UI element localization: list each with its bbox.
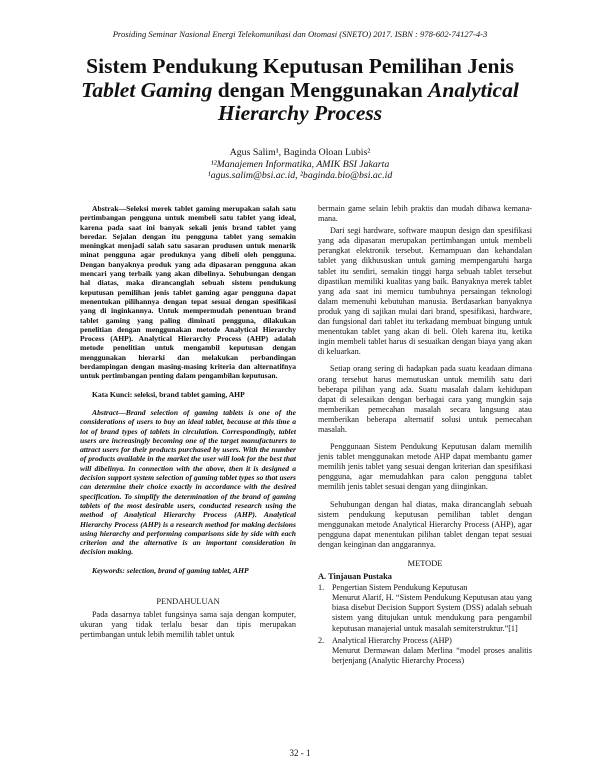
intro-paragraph-4: Penggunaan Sistem Pendukung Keputusan dalam memilih jenis tablet menggunakan metode AHP dapat membantu gamer memilih jenis tablet yang sesuai dengan kriterian dan spesifikasi pengguna, agar memudahkan para calon pengguna tablet memilih jenis tablet sesuai dengan yang diinginkan. xyxy=(318,442,532,492)
title-line-1: Sistem Pendukung Keputusan Pemilihan Jenis xyxy=(86,54,514,78)
title-italic-hierarchy-process: Hierarchy Process xyxy=(217,101,383,125)
intro-paragraph-3: Setiap orang sering di hadapkan pada suatu keadaan dimana orang tersebut harus memutuskan untuk memilih satu dari beberapa pilihan yang ada. Suatu masalah dalam kehidupan dapat di selesaikan dengan berbagai cara yang mungkin saja memberikan pemecahan masalah secara langsung atau memberikan beberapa alternatif solusi untuk pemecahan masalah. xyxy=(318,364,532,434)
list-item-number: 2. xyxy=(318,635,325,645)
author-block xyxy=(0,147,600,182)
title-connector: dengan Menggunakan xyxy=(212,77,429,102)
kata-kunci: Kata Kunci: seleksi, brand tablet gaming, AHP xyxy=(92,389,245,399)
left-column xyxy=(80,204,296,640)
abstract-english: Abstract—Brand selection of gaming tablets is one of the considerations of users to buy an ideal tablet, because at this time a lot of brand types of tablets in circulation. Correspondingly, tablet users are increasingly becoming one of the target manufacturers to attract users for their products purchased by users. With the number of products available in the market the user will look for the best that will dibelinya. In connection with the above, then it is designed a decision support system selection of gaming tablet types so that users can determine their choice exactly in accordance with the desired specification. To simplify the determination of the brand of gaming tablets of the most desirable users, conducted research using the method of Analytical Hierarchy Process (AHP). Analytical Hierarchy Process (AHP) is a research method for making decisions using hierarchy and performing comparisons side by side with each criterion and the alternative is an important consideration in decision making. xyxy=(80,407,296,557)
pendahuluan-paragraph-1: Pada dasarnya tablet fungsinya sama saja dengan komputer, ukuran yang tidak terlalu besar dan tipis merupakan pertimbangan untuk lebih memilih tablet untuk xyxy=(80,610,296,640)
keywords-english: Keywords: selection, brand of gaming tablet, AHP xyxy=(92,565,249,575)
running-header: Prosiding Seminar Nasional Energi Telekomunikasi dan Otomasi (SNETO) 2017. ISBN : 978-602-74127-4-3 xyxy=(112,29,488,39)
author-emails: ¹agus.salim@bsi.ac.id, ²baginda.bio@bsi.ac.id xyxy=(207,170,393,182)
title-line-3 xyxy=(60,102,540,126)
section-heading-metode: METODE xyxy=(407,559,443,568)
author-affiliation: ¹²Manajemen Informatika, AMIK BSI Jakarta xyxy=(210,158,390,170)
abstrak-paragraph: Abstrak—Seleksi merek tablet gaming merupakan salah satu pertimbangan pengguna untuk membeli satu tablet yang ideal, karena pada saat ini banyak sekali jenis brand tablet yang beredar. Sejalan dengan itu pengguna tablet yang semakin meningkat menjadi salah satu sasaran produsen untuk menarik minat pengguna agar produknya yang dibeli oleh pengguna. Dengan banyaknya produk yang ada dipasaran pengguna akan mencari yang terbaik yang akan dibelinya. Sehubungan dengan hal diatas, maka dirancanglah sebuah sistem pendukung keputusan pemilihan jenis tablet gaming agar pengguna dapat menentukan pilihannya dengan tepat sesuai dengan spesifikasi yang di inginkannya. Untuk mempermudah penentuan brand tablet gaming yang paling diminati pengguna, dilakukan penelitian dengan menggunakan metode Analytical Hierarchy Process (AHP). Analytical Hierarchy Process (AHP) adalah metode penelitian untuk mengambil keputusan dengan menggunakan hierarki dan melakukan perbandingan berdampingan dengan masing-masing kriteria dan alternatifnya untuk pertimbangan penting dalam pengambilan keputusan. xyxy=(80,204,296,381)
intro-paragraph-5: Sehubungan dengan hal diatas, maka dirancanglah sebuah sistem pendukung keputusan pemilihan tablet dengan menggunakan metode Analytical Hierarchy Process (AHP), agar pengguna dapat menentukan pilihan tablet dengan tepat sesuai dengan keinginan dan anggarannya. xyxy=(318,499,532,549)
intro-continuation: bermain game selain lebih praktis dan mudah dibawa kemana-mana. xyxy=(318,204,532,224)
author-names: Agus Salim¹, Baginda Oloan Lubis² xyxy=(229,147,371,158)
list-item xyxy=(318,583,532,633)
title-italic-analytical: Analytical xyxy=(428,77,519,102)
list-item-body: Menurut Alarif, H. “Sistem Pendukung Keputusan atau yang biasa disebut Decision Support System (DSS) adalah sebuah sistem yang ditujukan untuk mendukung para pengambil keputusan manajerial untuk masalah semiterstruktur.”[1] xyxy=(332,593,532,633)
subsection-tinjauan-pustaka: A. Tinjauan Pustaka xyxy=(318,572,392,582)
list-item-number: 1. xyxy=(318,583,325,593)
list-item-title: Analytical Hierarchy Process (AHP) xyxy=(332,635,452,645)
paper-title xyxy=(60,55,540,126)
title-line-2 xyxy=(60,79,540,103)
list-item xyxy=(318,636,532,666)
right-column xyxy=(318,204,532,666)
section-heading-pendahuluan: PENDAHULUAN xyxy=(156,596,220,606)
list-item-body: Menurut Dermawan dalam Merlina “model proses analitis berjenjang (Analytic Hierarchy Process) xyxy=(332,645,532,665)
page-number: 32 - 1 xyxy=(289,748,311,758)
intro-paragraph-2: Dari segi hardware, software maupun design dan spesifikasi yang ada dipasaran merupakan pertimbangan untuk membeli perangkat elektronik tersebut. Kemampuan dan kehandalan tablet yang dikhususkan untuk gaming mempengaruhi harga tablet itu sendiri, semakin tinggi harga sebuah tablet tersebut dipastikan memiliki kualitas yang baik. Banyaknya merek tablet yang ada saat ini memicu tumbuhnya persaingan teknologi dalam memenuhi kebutuhan manusia. Berdasarkan banyaknya produk yang di sajikan mulai dari brand, spesifikasi, hardware, dan fungsional dari tablet itu terkadang membuat bingung untuk menentukan tablet yang akan di beli. Oleh karena itu, ketika ingin membeli tablet harus di sesuaikan dengan biaya yang akan di keluarkan. xyxy=(318,226,532,357)
title-italic-tablet-gaming: Tablet Gaming xyxy=(81,77,213,102)
list-item-title: Pengertian Sistem Pendukung Keputusan xyxy=(332,583,468,593)
